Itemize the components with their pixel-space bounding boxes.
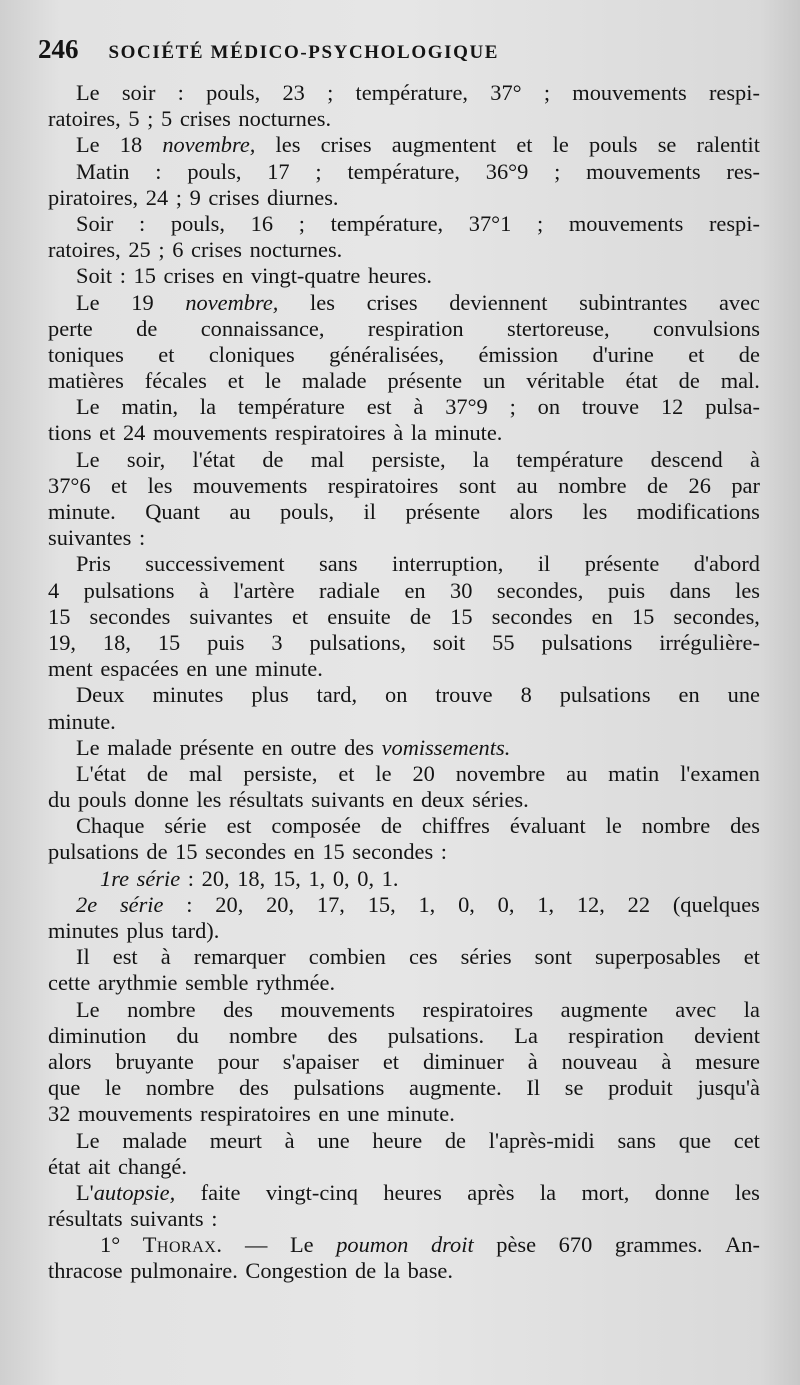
- text-line: ment espacées en une minute.: [48, 656, 323, 682]
- text-line: matières fécales et le malade présente un véritable état de mal.: [48, 368, 760, 394]
- text-line: Chaque série est composée de chiffres évaluant le nombre des: [76, 813, 760, 839]
- text-line: suivantes :: [48, 525, 146, 551]
- text-line: Pris successivement sans interruption, il présente d'abord: [76, 551, 760, 577]
- text-line: minute.: [48, 708, 116, 734]
- text-line: 37°6 et les mouvements respiratoires sont au nombre de 26 par: [48, 472, 760, 498]
- text-line: Le soir : pouls, 23 ; température, 37° ; mouvements respi-: [76, 80, 760, 105]
- text-line: cette arythmie semble rythmée.: [48, 970, 336, 996]
- text-line: Le 19 novembre, les crises deviennent subintrantes avec: [76, 289, 760, 315]
- text-line: Matin : pouls, 17 ; température, 36°9 ; mouvements res-: [76, 158, 760, 184]
- text-line: Il est à remarquer combien ces séries sont superposables et: [76, 944, 760, 970]
- text-line: tions et 24 mouvements respiratoires à la minute.: [48, 420, 503, 446]
- text-line: ratoires, 25 ; 6 crises nocturnes.: [48, 237, 343, 263]
- text-line: ratoires, 5 ; 5 crises nocturnes.: [48, 106, 332, 132]
- text-line: 19, 18, 15 puis 3 pulsations, soit 55 pulsations irrégulière-: [48, 629, 760, 655]
- text-line: du pouls donne les résultats suivants en deux séries.: [48, 787, 529, 813]
- text-line: L'état de mal persiste, et le 20 novembre au matin l'examen: [76, 760, 760, 786]
- text-line: 1° Thorax. — Le poumon droit pèse 670 grammes. An-: [100, 1232, 760, 1258]
- text-line: pulsations de 15 secondes en 15 secondes :: [48, 839, 448, 865]
- text-line: 15 secondes suivantes et ensuite de 15 secondes en 15 secondes,: [48, 603, 760, 629]
- text-line: 1re série : 20, 18, 15, 1, 0, 0, 1.: [100, 865, 399, 891]
- text-line: thracose pulmonaire. Congestion de la base.: [48, 1258, 453, 1284]
- text-line: résultats suivants :: [48, 1206, 218, 1232]
- text-line: minute. Quant au pouls, il présente alors les modifications: [48, 499, 760, 524]
- text-line: Le malade présente en outre des vomissements.: [76, 734, 511, 760]
- text-line: piratoires, 24 ; 9 crises diurnes.: [48, 184, 339, 210]
- text-line: minutes plus tard).: [48, 918, 220, 943]
- text-line: alors bruyante pour s'apaiser et diminuer à nouveau à mesure: [48, 1048, 760, 1074]
- text-line: Le 18 novembre, les crises augmentent et le pouls se ralentit: [76, 132, 760, 158]
- text-line: 32 mouvements respiratoires en une minute.: [48, 1101, 455, 1127]
- text-line: Le malade meurt à une heure de l'après-midi sans que cet: [76, 1127, 760, 1153]
- text-line: diminution du nombre des pulsations. La respiration devient: [48, 1022, 760, 1048]
- running-title: SOCIÉTÉ MÉDICO-PSYCHOLOGIQUE: [108, 42, 500, 63]
- page-header: [38, 34, 760, 70]
- page-number: 246: [38, 34, 79, 64]
- text-line: Le soir, l'état de mal persiste, la température descend à: [76, 446, 760, 472]
- text-line: Deux minutes plus tard, on trouve 8 pulsations en une: [76, 682, 760, 708]
- text-line: état ait changé.: [48, 1153, 187, 1179]
- text-line: perte de connaissance, respiration stertoreuse, convulsions: [48, 315, 760, 341]
- text-line: Soir : pouls, 16 ; température, 37°1 ; mouvements respi-: [76, 210, 760, 236]
- text-line: Le matin, la température est à 37°9 ; on trouve 12 pulsa-: [76, 394, 760, 420]
- body-text: [48, 80, 760, 1285]
- text-line: que le nombre des pulsations augmente. Il se produit jusqu'à: [48, 1075, 760, 1101]
- text-line: Le nombre des mouvements respiratoires augmente avec la: [76, 996, 760, 1022]
- text-line: L'autopsie, faite vingt-cinq heures après la mort, donne les: [76, 1179, 760, 1205]
- text-line: Soit : 15 crises en vingt-quatre heures.: [76, 263, 432, 289]
- text-line: 4 pulsations à l'artère radiale en 30 secondes, puis dans les: [48, 577, 760, 603]
- text-line: toniques et cloniques généralisées, émission d'urine et de: [48, 341, 760, 367]
- text-line: 2e série : 20, 20, 17, 15, 1, 0, 0, 1, 12, 22 (quelques: [76, 891, 760, 917]
